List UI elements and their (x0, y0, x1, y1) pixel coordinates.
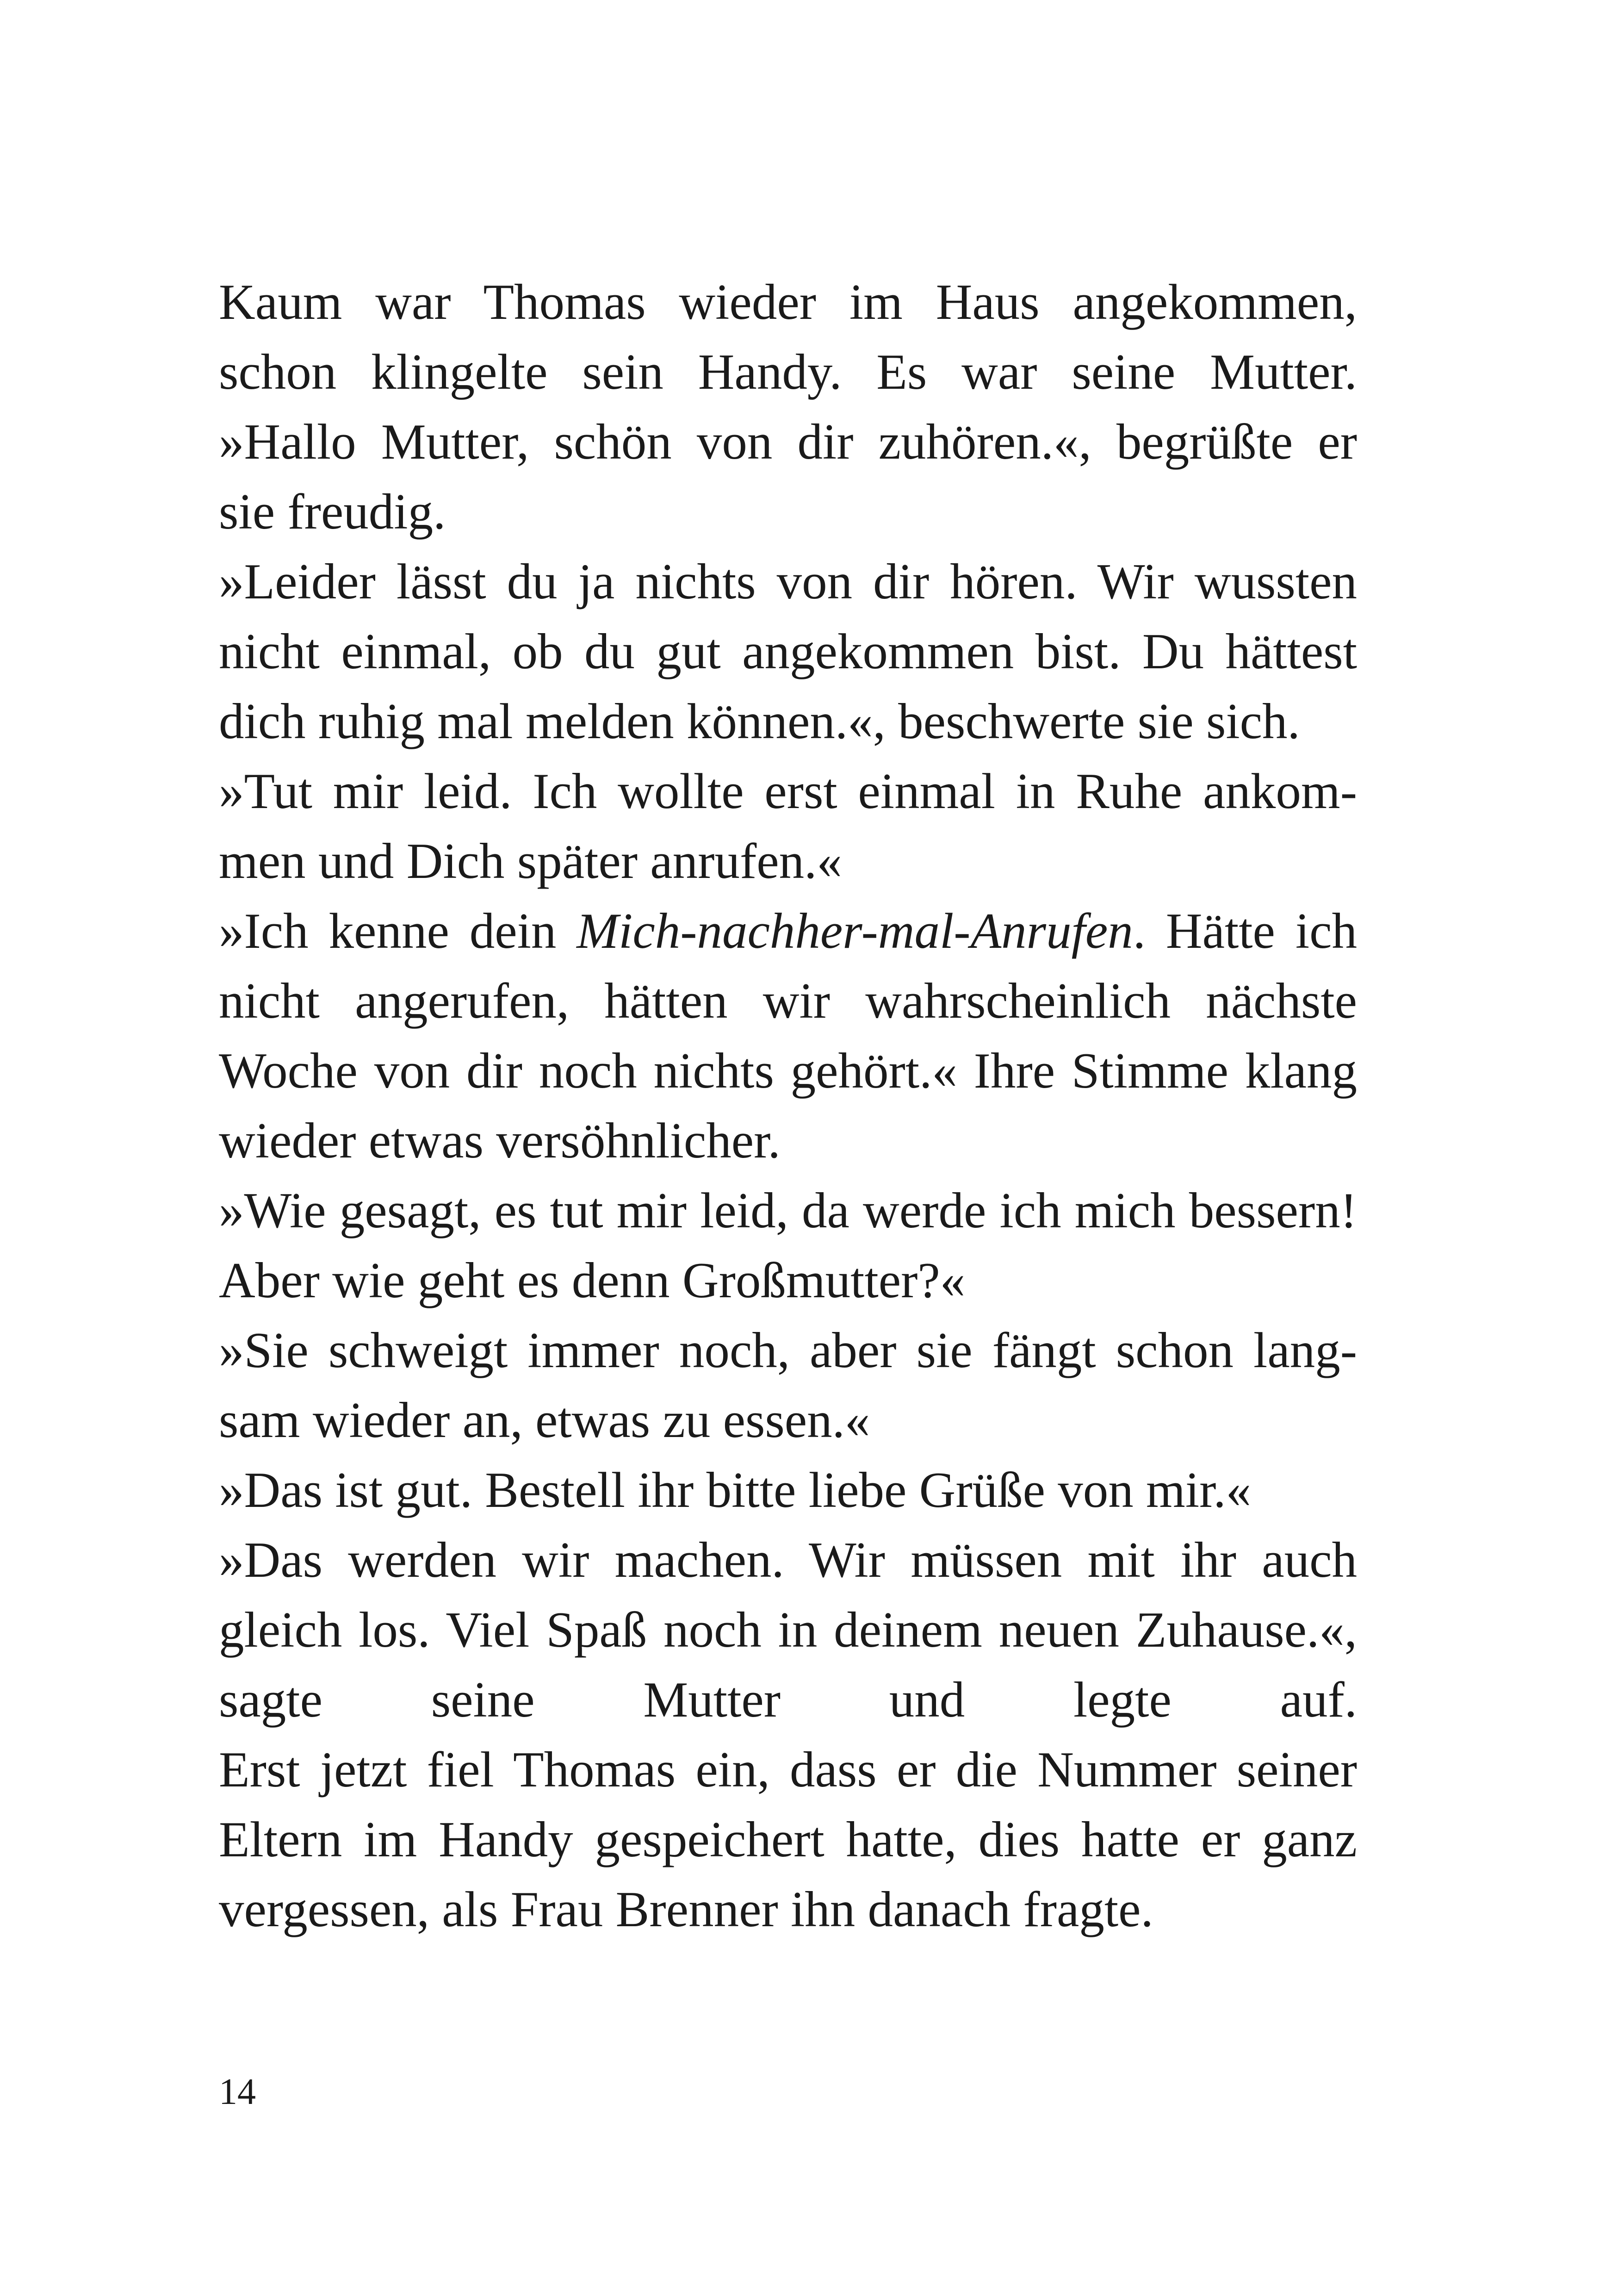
text-line: nicht angerufen, hätten wir wahrscheinlich nächste (219, 973, 1357, 1029)
text-segment: . Hätte ich (1133, 903, 1357, 959)
text-line: Aber wie geht es denn Großmutter?« (219, 1252, 966, 1308)
text-line: »Das werden wir machen. Wir müssen mit ihr auch (219, 1532, 1357, 1588)
text-line: »Wie gesagt, es tut mir leid, da werde ich mich bessern! (219, 1182, 1357, 1238)
text-line: men und Dich später anrufen.« (219, 833, 842, 889)
text-line: Kaum war Thomas wieder im Haus angekommen, (219, 274, 1357, 330)
text-line: dich ruhig mal melden können.«, beschwerte sie sich. (219, 693, 1300, 749)
text-line: gleich los. Viel Spaß noch in deinem neuen Zuhause.«, (219, 1602, 1357, 1658)
text-line: »Das ist gut. Bestell ihr bitte liebe Grüße von mir.« (219, 1462, 1252, 1518)
text-line: Eltern im Handy gespeichert hatte, dies hatte er ganz (219, 1811, 1357, 1867)
text-line: Erst jetzt fiel Thomas ein, dass er die Nummer seiner (219, 1742, 1357, 1798)
text-line: sie freudig. (219, 484, 446, 540)
text-line (219, 896, 1357, 966)
page-text (219, 267, 1357, 1944)
italic-emphasis: Mich-nachher-mal-Anrufen (577, 903, 1133, 959)
text-line: sam wieder an, etwas zu essen.« (219, 1392, 870, 1448)
text-line: sagte seine Mutter und legte auf. (219, 1672, 1357, 1728)
text-line: Woche von dir noch nichts gehört.« Ihre Stimme klang (219, 1043, 1357, 1099)
text-line: wieder etwas versöhnlicher. (219, 1113, 781, 1169)
text-line: »Sie schweigt immer noch, aber sie fängt schon lang- (219, 1322, 1357, 1378)
text-segment: »Ich kenne dein (219, 903, 577, 959)
text-line: »Tut mir leid. Ich wollte erst einmal in Ruhe ankom- (219, 763, 1357, 819)
text-line: vergessen, als Frau Brenner ihn danach fragte. (219, 1881, 1153, 1937)
text-line: nicht einmal, ob du gut angekommen bist. Du hättest (219, 623, 1357, 679)
text-line: »Leider lässt du ja nichts von dir hören. Wir wussten (219, 554, 1357, 610)
text-line: schon klingelte sein Handy. Es war seine Mutter. (219, 344, 1357, 400)
page-number: 14 (219, 2072, 256, 2112)
text-line: »Hallo Mutter, schön von dir zuhören.«, begrüßte er (219, 414, 1357, 470)
